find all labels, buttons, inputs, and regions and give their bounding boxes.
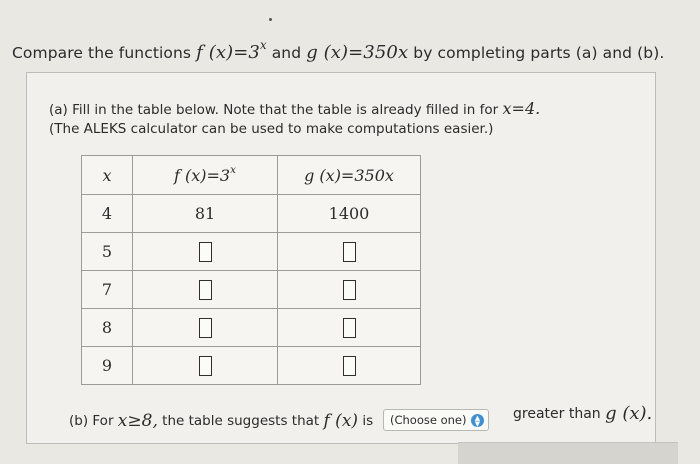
comparison-select-value: (Choose one) <box>390 413 467 427</box>
cell-g <box>278 347 421 385</box>
answer-input-f-x5[interactable] <box>199 242 212 262</box>
prompt-lead-text: Compare the functions <box>12 44 192 62</box>
prompt-f-definition: f $(x)=3^x$ <box>196 38 267 63</box>
answer-input-g-x9[interactable] <box>343 356 356 376</box>
cell-g <box>278 309 421 347</box>
table-row <box>82 309 421 347</box>
part-a-line1: (a) Fill in the table below. Note that the table is already filled in for <box>49 102 499 118</box>
cell-f-value: 81 <box>133 195 278 233</box>
answer-input-g-x8[interactable] <box>343 318 356 338</box>
prompt-g-definition: g (x)=350x <box>306 42 409 63</box>
part-a-line2: (The ALEKS calculator can be used to make computations easier.) <box>49 121 494 137</box>
answer-input-f-x9[interactable] <box>199 356 212 376</box>
part-b-is: is <box>362 413 374 429</box>
part-b-tail-text: greater than <box>513 405 601 422</box>
table-header-row <box>82 156 421 195</box>
cell-f <box>133 309 278 347</box>
header-g: g (x)=350x <box>278 156 421 195</box>
part-b-gx: g (x). <box>605 403 653 424</box>
cell-f <box>133 233 278 271</box>
header-f: f $(x)=3^x$ <box>133 156 278 195</box>
cell-g <box>278 233 421 271</box>
answer-input-g-x7[interactable] <box>343 280 356 300</box>
bottom-toolbar <box>458 442 678 464</box>
cell-x: 8 <box>82 309 133 347</box>
answer-input-f-x8[interactable] <box>199 318 212 338</box>
values-table <box>81 155 421 385</box>
cell-f <box>133 271 278 309</box>
part-a-line1-math: x=4. <box>502 99 541 118</box>
cell-g <box>278 271 421 309</box>
part-b-mid: the table suggests that <box>162 413 320 429</box>
cell-x: 4 <box>82 195 133 233</box>
prompt-tail-text: by completing parts (a) and (b). <box>413 44 665 62</box>
cell-x: 7 <box>82 271 133 309</box>
table-row <box>82 195 421 233</box>
cell-x: 9 <box>82 347 133 385</box>
part-b-fx: f (x) <box>323 411 359 431</box>
table-row <box>82 271 421 309</box>
part-a-instructions <box>49 99 540 139</box>
prompt-conj-text: and <box>271 44 302 62</box>
answer-input-g-x5[interactable] <box>343 242 356 262</box>
part-b-tail <box>513 403 652 424</box>
cell-f <box>133 347 278 385</box>
part-b-statement <box>69 411 373 431</box>
select-updown-icon: ▲ ▼ <box>471 414 484 427</box>
question-panel <box>26 72 656 444</box>
part-b-condition: x≥8, <box>117 411 158 431</box>
comparison-select[interactable] <box>383 409 489 431</box>
table-row <box>82 347 421 385</box>
table-row <box>82 233 421 271</box>
stray-dot <box>269 18 272 21</box>
cell-x: 5 <box>82 233 133 271</box>
problem-prompt <box>12 38 665 63</box>
part-b-lead: (b) For <box>69 413 114 429</box>
answer-input-f-x7[interactable] <box>199 280 212 300</box>
header-x: x <box>82 156 133 195</box>
cell-g-value: 1400 <box>278 195 421 233</box>
